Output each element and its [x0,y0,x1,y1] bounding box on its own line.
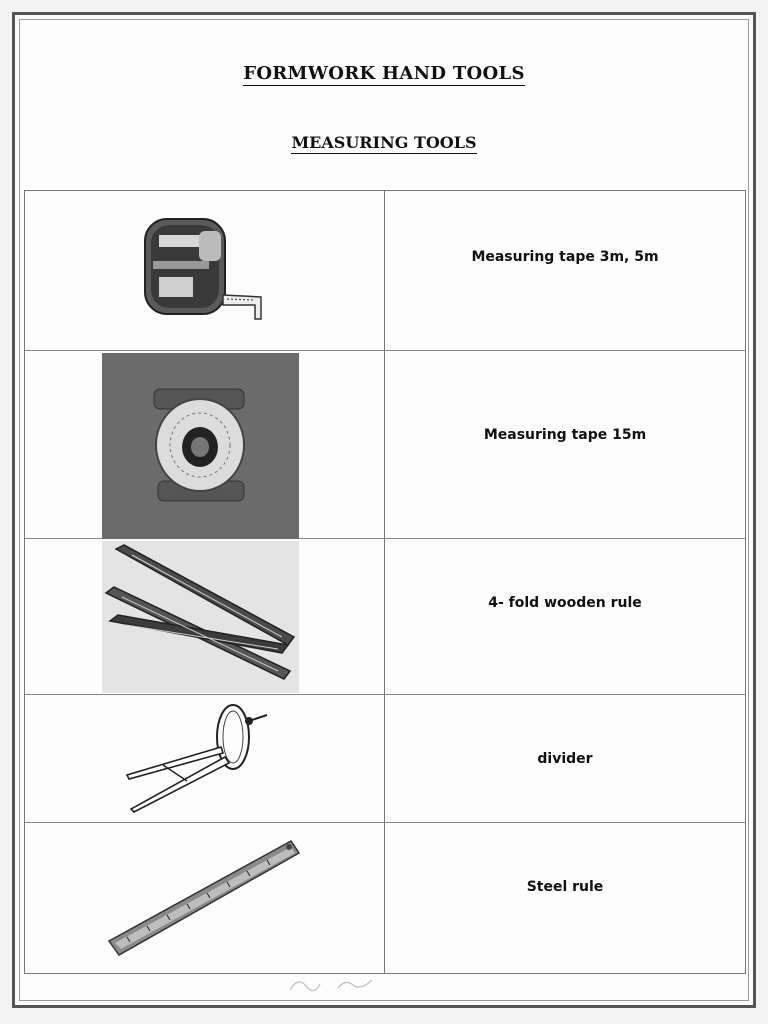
tools-table [24,190,746,974]
table-row [25,823,745,973]
section-heading [15,133,753,152]
divider-icon [121,701,281,817]
image-cell [25,351,385,538]
image-cell [25,191,385,350]
handwritten-scribble [280,968,400,998]
tool-label: divider [537,751,593,767]
image-cell [25,823,385,973]
label-cell [385,191,745,350]
steel-rule-icon [107,837,307,961]
tool-label: Steel rule [526,879,604,895]
page-title [15,63,753,84]
document-page [12,12,756,1008]
long-tape-measure-icon [102,353,299,539]
tool-label: Measuring tape 15m [483,427,647,443]
label-cell [385,823,745,973]
label-cell [385,695,745,822]
section-heading-text: MEASURING TOOLS [291,133,477,152]
table-row [25,539,745,695]
label-cell [385,351,745,538]
table-row [25,695,745,823]
folding-rule-icon [102,541,299,693]
label-cell [385,539,745,694]
image-cell [25,695,385,822]
tool-label: 4- fold wooden rule [488,595,642,611]
tool-label: Measuring tape 3m, 5m [471,249,659,265]
table-row [25,191,745,351]
image-cell [25,539,385,694]
table-row [25,351,745,539]
pocket-tape-measure-icon [137,209,267,339]
page-title-text: FORMWORK HAND TOOLS [243,63,525,84]
